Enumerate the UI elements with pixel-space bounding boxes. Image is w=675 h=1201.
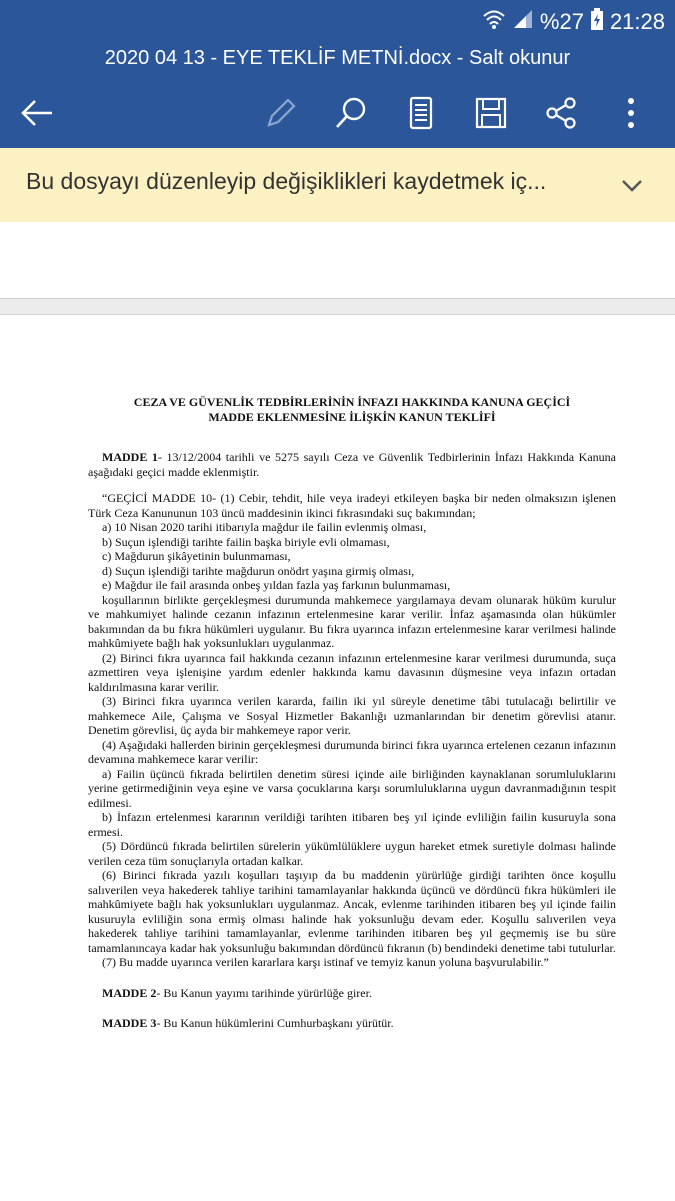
heading-line-2: MADDE EKLENMESİNE İLİŞKİN KANUN TEKLİFİ [208,409,496,424]
item-d: d) Suçun işlendiği tarihte mağdurun onödrt yaşına girmiş olması, [102,563,415,578]
battery-icon [590,8,604,36]
status-indicators [482,8,665,36]
madde-1 [88,450,616,479]
madde-2-text: - Bu Kanun yayımı tarihinde yürürlüğe girer. [156,985,372,1000]
item-e: e) Mağdur ile fail arasında onbeş yıldan fazla yaş farkının bulunmaması, [102,578,451,592]
toolbar [0,78,675,148]
search-icon[interactable] [328,90,374,136]
document-heading [88,395,616,424]
paragraph-6: (6) Birinci fıkrada yazılı koşulları taşıyıp da bu maddenin yürürlüğe girdiği tarihten önce koşullu salıverilen veya hakederek tahliye tarihini tamamlayanlar hakkında üçüncü ve dördüncü fıkra hükümleri ile mahkûmiyete bağlı hak yoksunlukları uygulanmaz. Ancak, evlenme tarihinden itibaren beş yıl içinde failin kusuruyla evliliğin sona ermiş olması halinde hak yoksunluğu devam eder. Koşullu salıverilen veya hakederek tahliye tarihini tamamlayanlar, evlenme tarihinden itibaren beş yıl geçmemiş ise bu süre tamamlanıncaya kadar hak yoksunluğu bakımından dördüncü fıkranın (b) bendindeki denetime tabi tutulurlar. [88,868,616,955]
madde-2 [88,986,616,1001]
chevron-down-icon[interactable] [619,172,645,198]
signal-icon [512,8,534,36]
battery-level: %27 [539,9,584,34]
madde-3 [88,1016,616,1031]
item-a: a) 10 Nisan 2020 tarihi itibarıyla mağdur ile failin evlenmiş olması, [102,520,427,534]
paragraph-7: (7) Bu madde uyarınca verilen kararlara karşı istinaf ve temyiz kanun yoluna başvurulabilir.” [102,955,549,969]
paragraph-1-continuation: koşullarının birlikte gerçekleşmesi durumunda mahkemece yargılamaya devam olunarak hüküm kurulur ve mahkumiyet halinde cezanın infazının ertelenmesine karar verilir. İnfaz aşamasında olan hükümler bakımından da bu fıkra hükümleri uygulanır. Bu fıkra uyarınca infazın ertelenmesine karar verilmesi halinde mahkûmiyete bağlı hak yoksunlukları uygulanmaz. [88,592,616,650]
gecici-madde-intro: “GEÇİCİ MADDE 10- (1) Cebir, tehdit, hile veya iradeyi etkileyen başka bir neden olmaksızın işlenen Türk Ceza Kanununun 103 üncü maddesinin ikinci fıkrasındaki suç bakımından; [88,491,616,520]
paragraph-3: (3) Birinci fıkra uyarınca verilen kararda, failin iki yıl süreyle denetime tâbi tutulacağı belirtilir ve mahkemece Aile, Çalışma ve Sosyal Hizmetler Bakanlığı uzmanlarından bir denetim görevlisi atanır. Denetim görevlisi, üç ayda bir mahkemeye rapor verir. [88,694,616,737]
edit-notice-text: Bu dosyayı düzenleyip değişiklikleri kaydetmek iç... [26,168,547,194]
document-page [0,314,675,1201]
share-icon[interactable] [538,90,584,136]
heading-line-1: CEZA VE GÜVENLİK TEDBİRLERİNİN İNFAZI HAKKINDA KANUNA GEÇİCİ [133,395,571,409]
item-c: c) Mağdurun şikâyetinin bulunmaması, [102,549,291,563]
edit-notice-banner[interactable] [0,148,675,222]
paragraph-4-a: a) Failin üçüncü fıkrada belirtilen denetim süresi içinde aile birliğinden kaynaklanan sorumluluklarını yerine getirmediğinin veya eşine ve varsa çocuklarına karşı sorumluluklarına uygun davranmadığının tespit edilmesi. [88,766,616,810]
paragraph-4-b: b) İnfazın ertelenmesi kararının verildiği tarihten itibaren beş yıl içinde evliliğin failin kusuruyla sona ermesi. [88,810,616,839]
previous-page [0,222,675,299]
wifi-icon [482,8,506,36]
madde-1-label: MADDE 1 [102,450,158,464]
reading-view-icon[interactable] [398,90,444,136]
pencil-icon[interactable] [258,90,304,136]
more-icon[interactable] [608,90,654,136]
paragraph-2: (2) Birinci fıkra uyarınca fail hakkında cezanın infazının ertelenmesine karar verilmesi durumunda, suça azmettiren veya işlenişine yardım edenler hakkında kamu davasının düşmesine veya infazın ortadan kaldırılmasına karar verilir. [88,650,616,694]
paragraph-4: (4) Aşağıdaki hallerden birinin gerçekleşmesi durumunda birinci fıkra uyarınca ertelenen cezanın infazının devamına mahkemece karar verilir: [88,737,616,766]
item-b: b) Suçun işlendiği tarihte failin başka biriyle evli olmaması, [102,534,390,549]
status-bar [0,0,675,40]
document-title: 2020 04 13 - EYE TEKLİF METNİ.docx - Salt okunur [0,40,675,78]
madde-2-label: MADDE 2 [102,985,157,1000]
madde-3-text: - Bu Kanun hükümlerini Cumhurbaşkanı yürütür. [156,1016,394,1030]
madde-3-label: MADDE 3 [102,1016,157,1030]
madde-1-text: - 13/12/2004 tarihli ve 5275 sayılı Ceza ve Güvenlik Tedbirlerinin İnfazı Hakkında Kanuna aşağıdaki geçici madde eklenmiştir. [88,450,616,479]
clock: 21:28 [609,9,665,34]
document-body [88,395,616,1031]
paragraph-5: (5) Dördüncü fıkrada belirtilen sürelerin yükümlülüklere uygun hareket etmek suretiyle dolması halinde verilen ceza tüm sonuçlarıyla ortadan kalkar. [88,839,616,868]
save-icon[interactable] [468,90,514,136]
back-arrow-icon[interactable] [14,90,60,136]
